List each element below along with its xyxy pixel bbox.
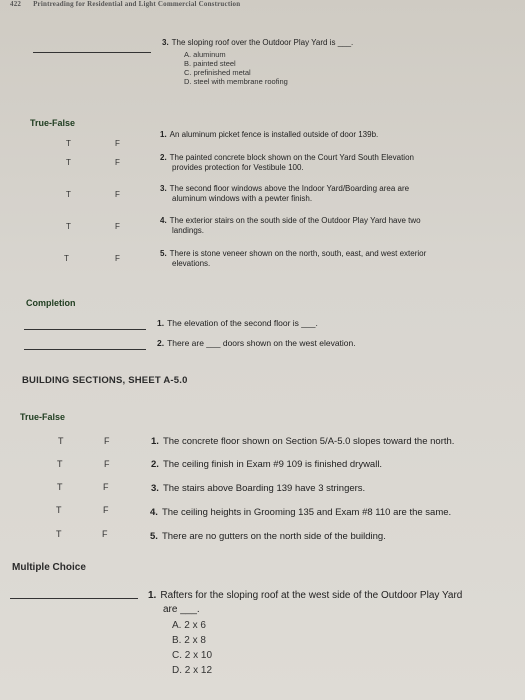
tf-question: [160, 216, 421, 226]
question-text: The sloping roof over the Outdoor Play Yard is ___.: [171, 38, 354, 47]
tf-question: [160, 153, 414, 163]
section-heading-true-false: True-False: [30, 118, 76, 128]
question-text: The exterior stairs on the south side of the Outdoor Play Yard have two: [169, 216, 421, 225]
question-number: 3.: [151, 483, 159, 494]
false-option[interactable]: F: [103, 505, 109, 515]
tf-question: [160, 249, 426, 259]
completion-question: [157, 338, 356, 348]
question-number: 1.: [148, 590, 157, 601]
question-number: 2.: [151, 459, 159, 470]
question-number: 5.: [160, 249, 167, 258]
question-number: 3.: [162, 38, 169, 47]
answer-blank[interactable]: [10, 598, 138, 599]
mc-option: C. 2 x 10: [172, 650, 213, 661]
false-option[interactable]: F: [115, 158, 120, 167]
question-number: 4.: [160, 216, 167, 225]
true-option[interactable]: T: [57, 482, 63, 492]
mc-option: C. prefinished metal: [184, 68, 251, 77]
question-text: An aluminum picket fence is installed outside of door 139b.: [169, 130, 379, 139]
mc-question: [148, 590, 462, 602]
question-text: The ceiling heights in Grooming 135 and Exam #8 110 are the same.: [161, 507, 452, 518]
mc-option: A. aluminum: [184, 50, 226, 59]
tf-question: [151, 459, 382, 471]
false-option[interactable]: F: [102, 529, 108, 539]
tf-question: [151, 483, 365, 495]
completion-question: [157, 318, 318, 328]
mc-option: D. steel with membrane roofing: [184, 77, 288, 86]
question-text-cont: elevations.: [172, 259, 211, 268]
mc-option: B. 2 x 8: [172, 635, 206, 646]
question-number: 1.: [160, 130, 167, 139]
page-number: 422: [10, 0, 22, 8]
false-option[interactable]: F: [115, 190, 120, 199]
tf-question: [160, 130, 378, 140]
section-heading-true-false: True-False: [20, 412, 66, 422]
question-text: The concrete floor shown on Section 5/A-5.0 slopes toward the north.: [162, 436, 455, 447]
question-text: The stairs above Boarding 139 have 3 stringers.: [162, 483, 366, 494]
true-option[interactable]: T: [58, 436, 64, 446]
question-text: There is stone veneer shown on the north, south, east, and west exterior: [169, 249, 427, 258]
question-text-cont: landings.: [172, 226, 205, 235]
page-header: [10, 0, 240, 8]
false-option[interactable]: F: [115, 254, 120, 263]
mc-option: A. 2 x 6: [172, 620, 206, 631]
question-text: There are ___ doors shown on the west elevation.: [167, 338, 356, 348]
mc-option: D. 2 x 12: [172, 665, 213, 676]
section-heading-multiple-choice: Multiple Choice: [12, 562, 86, 573]
true-option[interactable]: T: [66, 158, 71, 167]
question-text: Rafters for the sloping roof at the west side of the Outdoor Play Yard: [160, 590, 463, 601]
question-text-cont: aluminum windows with a pewter finish.: [172, 194, 313, 203]
true-option[interactable]: T: [66, 190, 71, 199]
answer-blank[interactable]: [24, 329, 146, 330]
mc-option: B. painted steel: [184, 59, 236, 68]
book-title: Printreading for Residential and Light Commercial Construction: [33, 0, 241, 8]
false-option[interactable]: F: [115, 139, 120, 148]
question-number: 2.: [160, 153, 167, 162]
mc-question: [162, 38, 353, 48]
question-text: The elevation of the second floor is ___.: [167, 318, 318, 328]
question-number: 3.: [160, 184, 167, 193]
tf-question: [150, 507, 451, 519]
false-option[interactable]: F: [104, 436, 110, 446]
false-option[interactable]: F: [115, 222, 120, 231]
true-option[interactable]: T: [66, 139, 71, 148]
answer-blank[interactable]: [24, 349, 146, 350]
true-option[interactable]: T: [56, 505, 62, 515]
question-number: 5.: [150, 531, 158, 542]
true-option[interactable]: T: [66, 222, 71, 231]
question-text: The ceiling finish in Exam #9 109 is finished drywall.: [162, 459, 383, 470]
tf-question: [151, 436, 454, 448]
answer-blank[interactable]: [33, 52, 151, 53]
false-option[interactable]: F: [103, 482, 109, 492]
question-text: The painted concrete block shown on the Court Yard South Elevation: [169, 153, 414, 162]
question-text: There are no gutters on the north side of the building.: [161, 531, 386, 542]
section-heading-completion: Completion: [26, 298, 76, 308]
question-number: 1.: [157, 318, 165, 328]
false-option[interactable]: F: [104, 459, 110, 469]
section-title: BUILDING SECTIONS, SHEET A-5.0: [22, 375, 188, 386]
true-option[interactable]: T: [57, 459, 63, 469]
question-number: 2.: [157, 338, 165, 348]
true-option[interactable]: T: [64, 254, 69, 263]
question-text-cont: provides protection for Vestibule 100.: [172, 163, 304, 172]
tf-question: [160, 184, 409, 194]
true-option[interactable]: T: [56, 529, 62, 539]
question-text-cont: are ___.: [163, 604, 200, 615]
tf-question: [150, 531, 386, 543]
question-number: 4.: [150, 507, 158, 518]
question-text: The second floor windows above the Indoor Yard/Boarding area are: [169, 184, 410, 193]
question-number: 1.: [151, 436, 159, 447]
